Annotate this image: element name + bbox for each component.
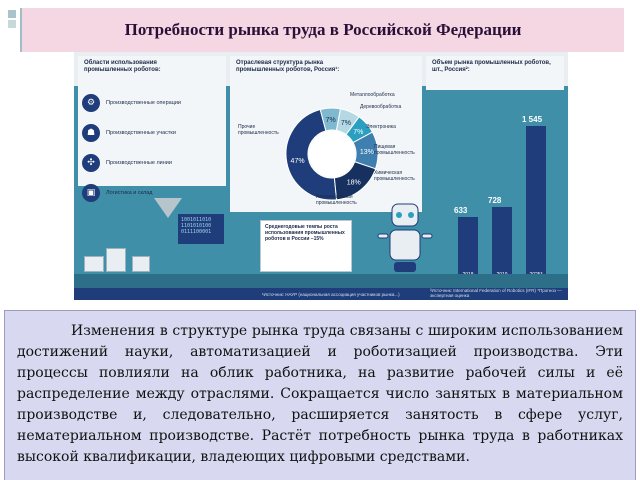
gear-icon: ⚙	[82, 94, 100, 112]
cargo-box-icon	[84, 256, 104, 272]
corner-decor	[8, 10, 16, 18]
sector-label: Автомобильная промышленность	[316, 194, 357, 206]
donut-slice-label: 13%	[359, 149, 374, 157]
title-bar	[20, 8, 624, 52]
sector-label: Пищевая промышленность	[374, 144, 415, 156]
use-item: ✣ Производственные линии	[82, 152, 181, 174]
use-item: ☗ Производственные участки	[82, 122, 181, 144]
line-icon: ✣	[82, 154, 100, 172]
volume-bar-label: 728	[488, 196, 502, 206]
donut-slice-label: 47%	[290, 158, 305, 166]
cargo-box-icon	[132, 256, 150, 272]
robot-icon	[374, 202, 434, 282]
volume-bar-label: 1 545	[522, 114, 543, 124]
body-text-panel	[4, 310, 636, 480]
use-item: ▣ Логистика и склад	[82, 182, 181, 204]
use-item: ⚙ Производственные операции	[82, 92, 181, 114]
donut-slice-label: 7%	[340, 119, 351, 127]
uses-title: Области использования промышленных роботов:	[84, 60, 161, 73]
box-icon: ▣	[82, 184, 100, 202]
slide-title: Потребности рынка труда в Российской Федерации	[124, 20, 522, 39]
sector-label: Электроника	[366, 124, 396, 130]
volume-bar-label: 633	[454, 205, 468, 215]
source-right: ²Источник: International Federation of Robotics (IFR) *Прогноз — экспертная оценка	[430, 288, 562, 298]
sector-label: Химическая промышленность	[374, 170, 415, 182]
corner-decor-2	[8, 20, 16, 28]
sector-title: Отраслевая структура рынка промышленных роботов, Россия¹:	[236, 60, 340, 73]
volume-bar	[458, 217, 478, 280]
forecast-box: Среднегодовые темпы роста использования промышленных роботов в России –15%	[260, 220, 352, 272]
volume-bar	[526, 126, 546, 281]
donut-hole	[309, 131, 355, 177]
people-icon: ☗	[82, 124, 100, 142]
donut-slice-label: 7%	[325, 117, 336, 125]
conveyor-belt	[74, 274, 568, 288]
source-left: ¹Источник: НАУР (национальная ассоциация участников рынка...)	[262, 292, 400, 297]
sector-label: Деревообработка	[360, 104, 402, 110]
donut-slice-label: 18%	[346, 179, 361, 187]
infographic	[74, 52, 568, 300]
body-text: Изменения в структуре рынка труда связаны с широким использованием достижений науки, автоматизацией и роботизацией производства. Эти процессы повлияли на облик работника, на развитие рабочей силы и её распределение между отраслями. Сокращается число занятых в материальном производстве и, следовательно, расширяется занятость в сфере услуг, нематериальном производстве. Растёт потребность рынка труда в работниках высокой квалификации, владеющих цифровыми средствами.	[17, 323, 623, 465]
sector-label: Металлообработка	[350, 92, 395, 98]
donut-slice-label: 7%	[353, 128, 364, 136]
sector-label: Прочие промышленность	[238, 124, 279, 136]
volume-title: Объем рынка промышленных роботов, шт., Россия²:	[432, 60, 551, 73]
volume-bar	[492, 207, 512, 280]
cargo-box-icon	[106, 248, 126, 272]
binary-screen: 1001011010 1101010100 0111100001	[178, 214, 224, 244]
